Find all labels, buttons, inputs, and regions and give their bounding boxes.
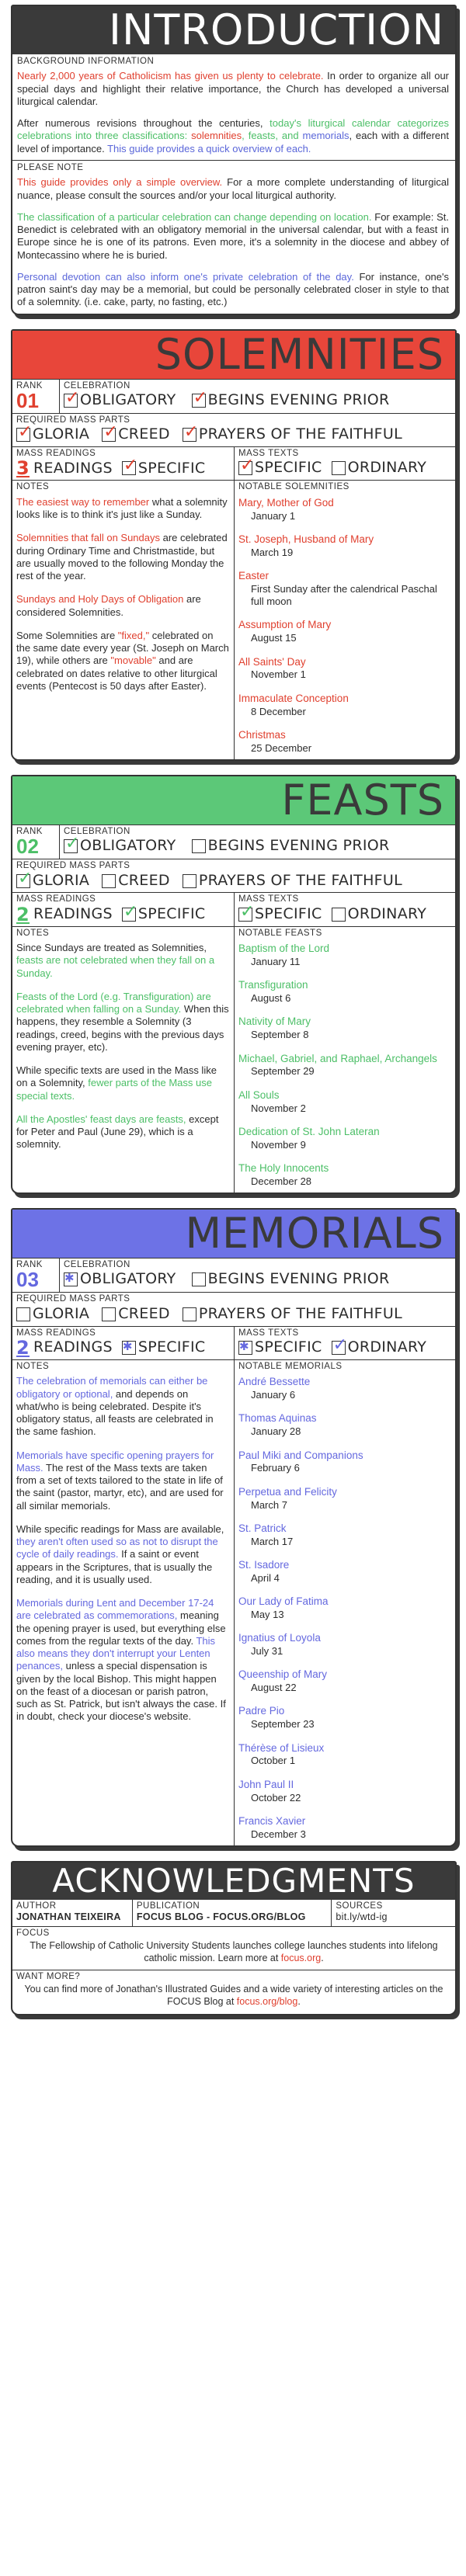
notable-event — [238, 656, 450, 682]
notes-notable-row — [12, 926, 455, 1193]
solemnities-event-list — [238, 497, 450, 755]
notable-event — [238, 1126, 450, 1151]
notable-event — [238, 497, 450, 522]
event-name: Thérèse of Lisieux — [238, 1741, 325, 1754]
rank-celebration-row — [12, 1258, 455, 1292]
note: The celebration of memorials can either be obligatory or optional, and depends on what/who is being celebrated. Despite it's obligatory status, all feasts are celebrated in the same fashion. — [16, 1375, 214, 1438]
memorials-banner — [12, 1210, 455, 1258]
acknowledgments-banner — [12, 1863, 455, 1900]
event-name: Paul Miki and Companions — [238, 1449, 363, 1461]
ordinary-texts-option: ORDINARY — [332, 905, 427, 924]
readings-texts-row: MASS READINGS 2 READINGS ✓ SPECIFIC MASS TEXTS ✓ SPECIFIC ORDINARY — [12, 892, 455, 925]
note: Sundays and Holy Days of Obligation are considered Solemnities. — [16, 593, 201, 618]
notable-event — [238, 1376, 450, 1401]
event-date: October 22 — [251, 1791, 301, 1804]
checkbox-starred — [122, 1338, 136, 1355]
check-mark-icon: ✓ — [240, 456, 255, 476]
background-paragraph-2: After numerous revisions throughout the centuries, today's liturgical calendar categorizes celebrations into three classifications: solemnities, feasts, and memorials, each with a different level of importance. This guide provides a quick overview of each. — [17, 117, 450, 154]
notable-event — [238, 1705, 450, 1731]
event-date: November 2 — [251, 1102, 306, 1114]
event-date: August 15 — [251, 632, 297, 644]
intro-title: INTRODUCTION — [109, 6, 444, 54]
event-date: December 3 — [251, 1828, 306, 1840]
notable-event — [238, 1742, 450, 1768]
event-name: St. Isadore — [238, 1558, 290, 1571]
rank-celebration-row — [12, 379, 455, 413]
obligatory-option: ✱ OBLIGATORY — [64, 1270, 176, 1288]
event-date: January 28 — [251, 1425, 301, 1438]
checkbox-starred — [238, 1338, 252, 1355]
notable-event — [238, 1668, 450, 1694]
rank-cell: RANK 01 — [12, 380, 59, 413]
event-name: Baptism of the Lord — [238, 943, 330, 955]
feasts-title: FEASTS — [281, 776, 444, 825]
event-date: August 6 — [251, 992, 291, 1005]
notable-memorials: NOTABLE MEMORIALS André Bessette January 6 Thomas Aquinas January 28 Paul Miki and Companions February 6 Perpetua and Felicity March 7 St. Patrick March 17 St. Isadore April 4 Our Lady of Fatima May 13 Ignatius of Loyola July 31 Queenship of Mary August 22 Padre Pio September 23 Thérèse of Lisieux October 1 John Paul II October 22 Francis Xavier December 3 — [234, 1360, 455, 1845]
note: Memorials have specific opening prayers for Mass. The rest of the Mass texts are taken from a set of texts tailored to the state in life of the saint (pastor, martyr, etc), and are used for all similar memorials. — [16, 1449, 224, 1512]
event-date: September 8 — [251, 1029, 309, 1041]
notable-event — [238, 1595, 450, 1621]
required-parts-row: REQUIRED MASS PARTS GLORIA CREED PRAYERS OF THE FAITHFUL — [12, 1292, 455, 1325]
note: Since Sundays are treated as Solemnities, feasts are not celebrated when they fall on a Sunday. — [16, 942, 215, 979]
background-label: BACKGROUND INFORMATION — [17, 57, 155, 66]
event-date: October 1 — [251, 1755, 296, 1767]
event-date: First Sunday after the calendrical Paschal full moon — [251, 582, 437, 608]
event-date: April 4 — [251, 1571, 280, 1584]
checkbox-empty — [183, 874, 196, 888]
event-date: November 9 — [251, 1138, 306, 1151]
specific-readings-option: ✱ SPECIFIC — [122, 1338, 206, 1356]
celebration-cell: CELEBRATION ✱ OBLIGATORY BEGINS EVENING PRIOR — [59, 1258, 455, 1292]
event-date: November 1 — [251, 668, 306, 681]
note: The easiest way to remember what a solemnity looks like is to think it's just like a Sunday. — [16, 495, 228, 520]
checkbox-checked — [192, 387, 208, 408]
checkbox-checked — [238, 901, 255, 922]
publication-name: FOCUS BLOG - FOCUS.ORG/BLOG — [136, 1911, 306, 1923]
event-name: Nativity of Mary — [238, 1015, 311, 1028]
focus-link[interactable]: focus.org — [280, 1952, 322, 1963]
credits-row — [12, 1900, 455, 1926]
notable-event — [238, 729, 450, 755]
rank-number: 03 — [16, 1268, 39, 1292]
memorials-title: MEMORIALS — [185, 1210, 444, 1258]
check-mark-icon: ✓ — [332, 1335, 348, 1355]
begins-evening-option: ✓ BEGINS EVENING PRIOR — [193, 387, 390, 408]
prayers-option: PRAYERS OF THE FAITHFUL — [183, 872, 402, 890]
event-name: Padre Pio — [238, 1705, 285, 1717]
event-date: 25 December — [251, 741, 312, 754]
event-date: March 19 — [251, 546, 294, 558]
note: Feasts of the Lord (e.g. Transfiguration) are celebrated when falling on a Sunday. When this happens, they resemble a Solemnity (3 readings, creed, begins with the previous days evening prayer, etc). — [16, 990, 229, 1053]
creed-option: ✓ CREED — [103, 422, 170, 443]
event-name: Easter — [238, 570, 270, 582]
event-name: André Bessette — [238, 1376, 311, 1388]
notable-event — [238, 1089, 450, 1115]
notable-event — [238, 693, 450, 718]
sources-link[interactable]: bit.ly/wtd-ig — [336, 1911, 388, 1923]
notable-event — [238, 1559, 450, 1585]
rank-number: 01 — [16, 388, 39, 412]
event-date: March 17 — [251, 1535, 294, 1547]
check-mark-icon: ✓ — [183, 422, 199, 443]
notable-event — [238, 1449, 450, 1475]
readings-texts-row: MASS READINGS 2 READINGS ✱ SPECIFIC MASS TEXTS ✱ SPECIFIC ✓ ORDINARY — [12, 1326, 455, 1359]
check-mark-icon: ✓ — [18, 422, 33, 443]
acknowledgments-title: ACKNOWLEDGMENTS — [52, 1862, 416, 1900]
event-name: Mary, Mother of God — [238, 496, 334, 509]
intro-banner — [12, 6, 455, 54]
solemnities-banner — [12, 331, 455, 379]
prayers-option: ✓ PRAYERS OF THE FAITHFUL — [183, 422, 402, 443]
gloria-option: ✓ GLORIA — [18, 868, 90, 889]
note: Some Solemnities are "fixed," celebrated on the same date every year (St. Joseph on March 19), while others are "movable" and are celebrated on dates relative to other liturgical events (Pentecost is 50 days after Easter). — [16, 629, 229, 692]
required-parts-row: REQUIRED MASS PARTS ✓ GLORIA CREED PRAYERS OF THE FAITHFUL — [12, 859, 455, 892]
notable-event — [238, 943, 450, 968]
event-date: February 6 — [251, 1462, 300, 1474]
event-name: Francis Xavier — [238, 1814, 306, 1827]
notable-event — [238, 619, 450, 644]
event-name: St. Joseph, Husband of Mary — [238, 533, 374, 545]
creed-option: CREED — [102, 1305, 170, 1324]
checkbox-checked — [122, 901, 138, 922]
ordinary-texts-option: ✓ ORDINARY — [332, 1335, 427, 1356]
sources-cell: SOURCES bit.ly/wtd-ig — [331, 1900, 455, 1926]
notable-event — [238, 1053, 450, 1078]
check-mark-icon: ✓ — [65, 834, 80, 854]
checkbox-empty — [102, 1307, 116, 1321]
event-name: Assumption of Mary — [238, 619, 332, 631]
event-date: May 13 — [251, 1608, 284, 1620]
check-mark-icon: ✓ — [123, 901, 138, 922]
obligatory-option: ✓ OBLIGATORY — [65, 834, 176, 855]
checkbox-empty — [16, 1307, 30, 1321]
please-note-paragraph-3: Personal devotion can also inform one's private celebration of the day. For instance, one's patron saint's day may be a memorial, but could be personally celebrated closer in style to that of a solemnity. (i.e. cake, party, no fasting, etc.) — [17, 270, 449, 308]
solemnities-notes: NOTES The easiest way to remember what a solemnity looks like is to think it's just like a Sunday. Solemnities that fall on Sundays are celebrated during Ordinary Time and Christmastide, but are usually moved to the following Monday the rest of the year. Sundays and Holy Days of Obligation are considered Solemnities. Some Solemnities are "fixed," celebrated on the same date every year (St. Joseph on March 19), while others are "movable" and are celebrated on dates relative to other liturgical events (Pentecost is 50 days after Easter). — [16, 482, 229, 692]
event-date: September 23 — [251, 1718, 315, 1731]
checkbox-starred — [64, 1272, 78, 1286]
event-name: John Paul II — [238, 1778, 294, 1790]
specific-readings-option: ✓ SPECIFIC — [123, 456, 206, 477]
celebration-cell: CELEBRATION ✓ OBLIGATORY BEGINS EVENING PRIOR — [59, 825, 455, 859]
readings-count-option: 2 READINGS — [16, 903, 113, 925]
checkbox-checked — [102, 422, 118, 443]
notable-event — [238, 533, 450, 559]
please-note-section — [12, 160, 455, 314]
note: Solemnities that fall on Sundays are celebrated during Ordinary Time and Christmastide, but are usually moved to the following Monday the rest of the year. — [16, 532, 228, 582]
checkbox-checked — [122, 456, 138, 476]
ordinary-texts-option: ORDINARY — [332, 459, 427, 477]
creed-option: CREED — [102, 872, 170, 890]
event-name: Christmas — [238, 728, 286, 741]
specific-texts-option: ✓ SPECIFIC — [240, 456, 322, 477]
checkbox-checked — [183, 422, 199, 443]
specific-texts-option: ✓ SPECIFIC — [240, 901, 322, 922]
event-name: Perpetua and Felicity — [238, 1485, 337, 1498]
event-name: Transfiguration — [238, 979, 308, 991]
event-date: 8 December — [251, 705, 306, 717]
begins-evening-option: BEGINS EVENING PRIOR — [192, 837, 390, 856]
note: All the Apostles' feast days are feasts, except for Peter and Paul (June 29), which is a solemnity. — [16, 1113, 219, 1151]
please-note-paragraph-1: This guide provides only a simple overview. For a more complete understanding of liturgical nuance, please consult the sources and/or your local liturgical authority. — [17, 176, 449, 201]
star-mark-icon: ✱ — [64, 1271, 75, 1286]
notable-event — [238, 1486, 450, 1512]
author-name: JONATHAN TEIXEIRA — [16, 1911, 121, 1923]
specific-texts-option: ✱ SPECIFIC — [239, 1338, 322, 1356]
background-section — [12, 54, 455, 160]
acknowledgments-card — [11, 1861, 457, 2015]
event-name: The Holy Innocents — [238, 1161, 329, 1174]
celebration-cell: CELEBRATION ✓ OBLIGATORY ✓ BEGINS EVENING PRIOR — [59, 380, 455, 413]
checkbox-empty — [332, 461, 346, 475]
checkbox-checked — [64, 834, 80, 854]
checkbox-checked — [16, 422, 33, 443]
required-parts-row: REQUIRED MASS PARTS ✓ GLORIA ✓ CREED ✓ PRAYERS OF THE FAITHFUL — [12, 413, 455, 446]
check-mark-icon: ✓ — [18, 868, 33, 888]
checkbox-empty — [332, 908, 346, 922]
notes-notable-row — [12, 480, 455, 759]
note: While specific readings for Mass are available, they aren't often used so as not to disrupt the cycle of daily readings. If a saint or event appears in the Scriptures, that is usually the reading, and it is usually used. — [16, 1522, 224, 1585]
solemnities-title: SOLEMNITIES — [155, 330, 444, 379]
event-name: Ignatius of Loyola — [238, 1632, 321, 1644]
rank-celebration-row — [12, 825, 455, 859]
rank-number: 02 — [16, 835, 39, 859]
event-date: August 22 — [251, 1682, 297, 1694]
memorials-notes: NOTES The celebration of memorials can either be obligatory or optional, and depends on what/who is being celebrated. Despite it's obligatory status, all feasts are celebrated in the same fashion. Memorials have specific opening prayers for Mass. The rest of the Mass texts are taken from a set of texts tailored to the state in life of the saint (pastor, martyr, etc), and are used for all similar memorials. While specific readings for Mass are available, they aren't often used so as not to disrupt the cycle of daily readings. If a saint or event appears in the Scriptures, that is usually the reading, and it is usually used. Memorials during Lent and December 17-24 are celebrated as commemorations, meaning the opening prayer is used, but everything else comes from the regular texts of the day. This also means they don't interrupt your Lenten penances, unless a special dispensation is given by the local Bishop. This might happen on the feast of a diocesan or parish patron, such as St. Patrick, but isn't always the case. If in doubt, check your diocese's website. — [12, 1360, 234, 1845]
intro-card — [11, 5, 457, 315]
event-name: Immaculate Conception — [238, 692, 349, 704]
event-name: Thomas Aquinas — [238, 1412, 317, 1425]
notable-feasts: NOTABLE FEASTS Baptism of the Lord January 11 Transfiguration August 6 Nativity of Mary September 8 Michael, Gabriel, and Raphael, Archangels September 29 All Souls November 2 Dedication of St. John Lateran November 9 The Holy Innocents December 28 — [234, 927, 455, 1193]
feasts-card — [11, 775, 457, 1194]
gloria-option: GLORIA — [16, 1305, 89, 1324]
checkbox-empty — [183, 1307, 196, 1321]
gloria-option: ✓ GLORIA — [18, 422, 90, 443]
background-paragraph-1: Nearly 2,000 years of Catholicism has given us plenty to celebrate. In order to organize all our special days and highlight their relative importance, the Church has developed a universal liturgical calendar. — [17, 70, 450, 107]
prayers-option: PRAYERS OF THE FAITHFUL — [183, 1305, 402, 1324]
publication-cell: PUBLICATION FOCUS BLOG - FOCUS.ORG/BLOG — [132, 1900, 332, 1926]
feasts-banner — [12, 776, 455, 825]
event-date: January 6 — [251, 1389, 296, 1401]
solemnities-card — [11, 329, 457, 761]
checkbox-checked — [16, 868, 33, 888]
note: While specific texts are used in the Mass like on a Solemnity, fewer parts of the Mass use special texts. — [16, 1064, 217, 1102]
event-date: December 28 — [251, 1175, 312, 1187]
star-mark-icon: ✱ — [122, 1338, 133, 1353]
event-name: All Souls — [238, 1088, 280, 1101]
author-cell: AUTHOR JONATHAN TEIXEIRA — [12, 1900, 132, 1926]
checkbox-checked — [332, 1335, 348, 1355]
event-name: Michael, Gabriel, and Raphael, Archangels — [238, 1052, 437, 1064]
notable-event — [238, 1412, 450, 1438]
notable-event — [238, 1522, 450, 1548]
check-mark-icon: ✓ — [123, 456, 138, 476]
blog-link[interactable]: focus.org/blog — [236, 1995, 298, 2007]
obligatory-option: ✓ OBLIGATORY — [65, 387, 176, 408]
rank-cell: RANK 02 — [12, 825, 59, 859]
note: Memorials during Lent and December 17-24 are celebrated as commemorations, meaning the opening prayer is used, but everything else comes from the regular texts of the day. This also means they don't interrupt your Lenten penances, unless a special dispensation is given by the local Bishop. This might happen on the feast of a diocesan or parish patron, such as St. Patrick, but isn't always the case. If in doubt, check your diocese's website. — [16, 1597, 226, 1723]
checkbox-empty — [192, 1272, 206, 1286]
event-name: Queenship of Mary — [238, 1668, 328, 1681]
feasts-notes: NOTES Since Sundays are treated as Solemnities, feasts are not celebrated when they fall on a Sunday. Feasts of the Lord (e.g. Transfiguration) are celebrated when falling on a Sunday. When this happens, they resemble a Solemnity (3 readings, creed, begins with the previous days evening prayer, etc). While specific texts are used in the Mass like on a Solemnity, fewer parts of the Mass use special texts. All the Apostles' feast days are feasts, except for Peter and Paul (June 29), which is a solemnity. — [16, 928, 229, 1151]
check-mark-icon: ✓ — [193, 387, 208, 408]
feasts-event-list — [238, 943, 450, 1188]
want-more-text: You can find more of Jonathan's Illustrated Guides and a wide variety of interesting articles on the FOCUS Blog at focus.org/blog. — [24, 1983, 443, 2007]
notable-event — [238, 1815, 450, 1841]
event-date: March 7 — [251, 1498, 287, 1511]
checkbox-checked — [64, 387, 80, 408]
specific-readings-option: ✓ SPECIFIC — [123, 901, 206, 922]
notable-solemnities: NOTABLE SOLEMNITIES Mary, Mother of God January 1 St. Joseph, Husband of Mary March 19 Easter First Sunday after the calendrical Paschal full moon Assumption of Mary August 15 All Saints' Day November 1 Immaculate Conception 8 December Christmas 25 December — [234, 481, 455, 759]
focus-text: The Fellowship of Catholic University Students launches college launches students into lifelong catholic mission. Learn more at focus.org. — [30, 1940, 438, 1963]
memorials-event-list — [238, 1376, 450, 1841]
readings-count-option: 3 READINGS — [16, 457, 113, 480]
notable-event — [238, 1162, 450, 1188]
event-date: July 31 — [251, 1645, 283, 1657]
focus-section: FOCUS The Fellowship of Catholic University Students launches college launches students into lifelong catholic mission. Learn more at focus.org. — [12, 1926, 455, 1970]
notable-event — [238, 1632, 450, 1658]
readings-texts-row: MASS READINGS 3 READINGS ✓ SPECIFIC MASS TEXTS ✓ SPECIFIC ORDINARY — [12, 446, 455, 480]
event-date: September 29 — [251, 1065, 315, 1078]
checkbox-checked — [238, 456, 255, 476]
notable-event — [238, 570, 450, 608]
event-name: All Saints' Day — [238, 655, 306, 668]
check-mark-icon: ✓ — [103, 422, 118, 443]
event-name: Our Lady of Fatima — [238, 1595, 329, 1607]
memorials-card — [11, 1208, 457, 1847]
notable-event — [238, 1015, 450, 1041]
notable-event — [238, 1779, 450, 1804]
want-more-section: WANT MORE? You can find more of Jonathan's Illustrated Guides and a wide variety of interesting articles on the FOCUS Blog at focus.org/blog. — [12, 1970, 455, 2015]
checkbox-empty — [192, 839, 206, 853]
readings-count-option: 2 READINGS — [16, 1336, 113, 1359]
begins-evening-option: BEGINS EVENING PRIOR — [192, 1270, 390, 1289]
please-note-label: PLEASE NOTE — [17, 162, 84, 172]
notable-event — [238, 979, 450, 1005]
event-date: January 11 — [251, 956, 301, 967]
check-mark-icon: ✓ — [65, 387, 80, 408]
checkbox-empty — [102, 874, 116, 888]
please-note-paragraph-2: The classification of a particular celebration can change depending on location. For example: St. Benedict is celebrated with an obligatory memorial in the universal calendar, but with a feast in Europe since he is one of its patrons. Even more, it's a solemnity in the diocese and abbey of Montecassino where he is buried. — [17, 210, 449, 261]
notes-notable-row — [12, 1359, 455, 1845]
event-name: St. Patrick — [238, 1522, 287, 1534]
rank-cell: RANK 03 — [12, 1258, 59, 1292]
star-mark-icon: ✱ — [239, 1338, 249, 1353]
event-date: January 1 — [251, 509, 296, 522]
check-mark-icon: ✓ — [240, 901, 255, 922]
event-name: Dedication of St. John Lateran — [238, 1125, 380, 1137]
